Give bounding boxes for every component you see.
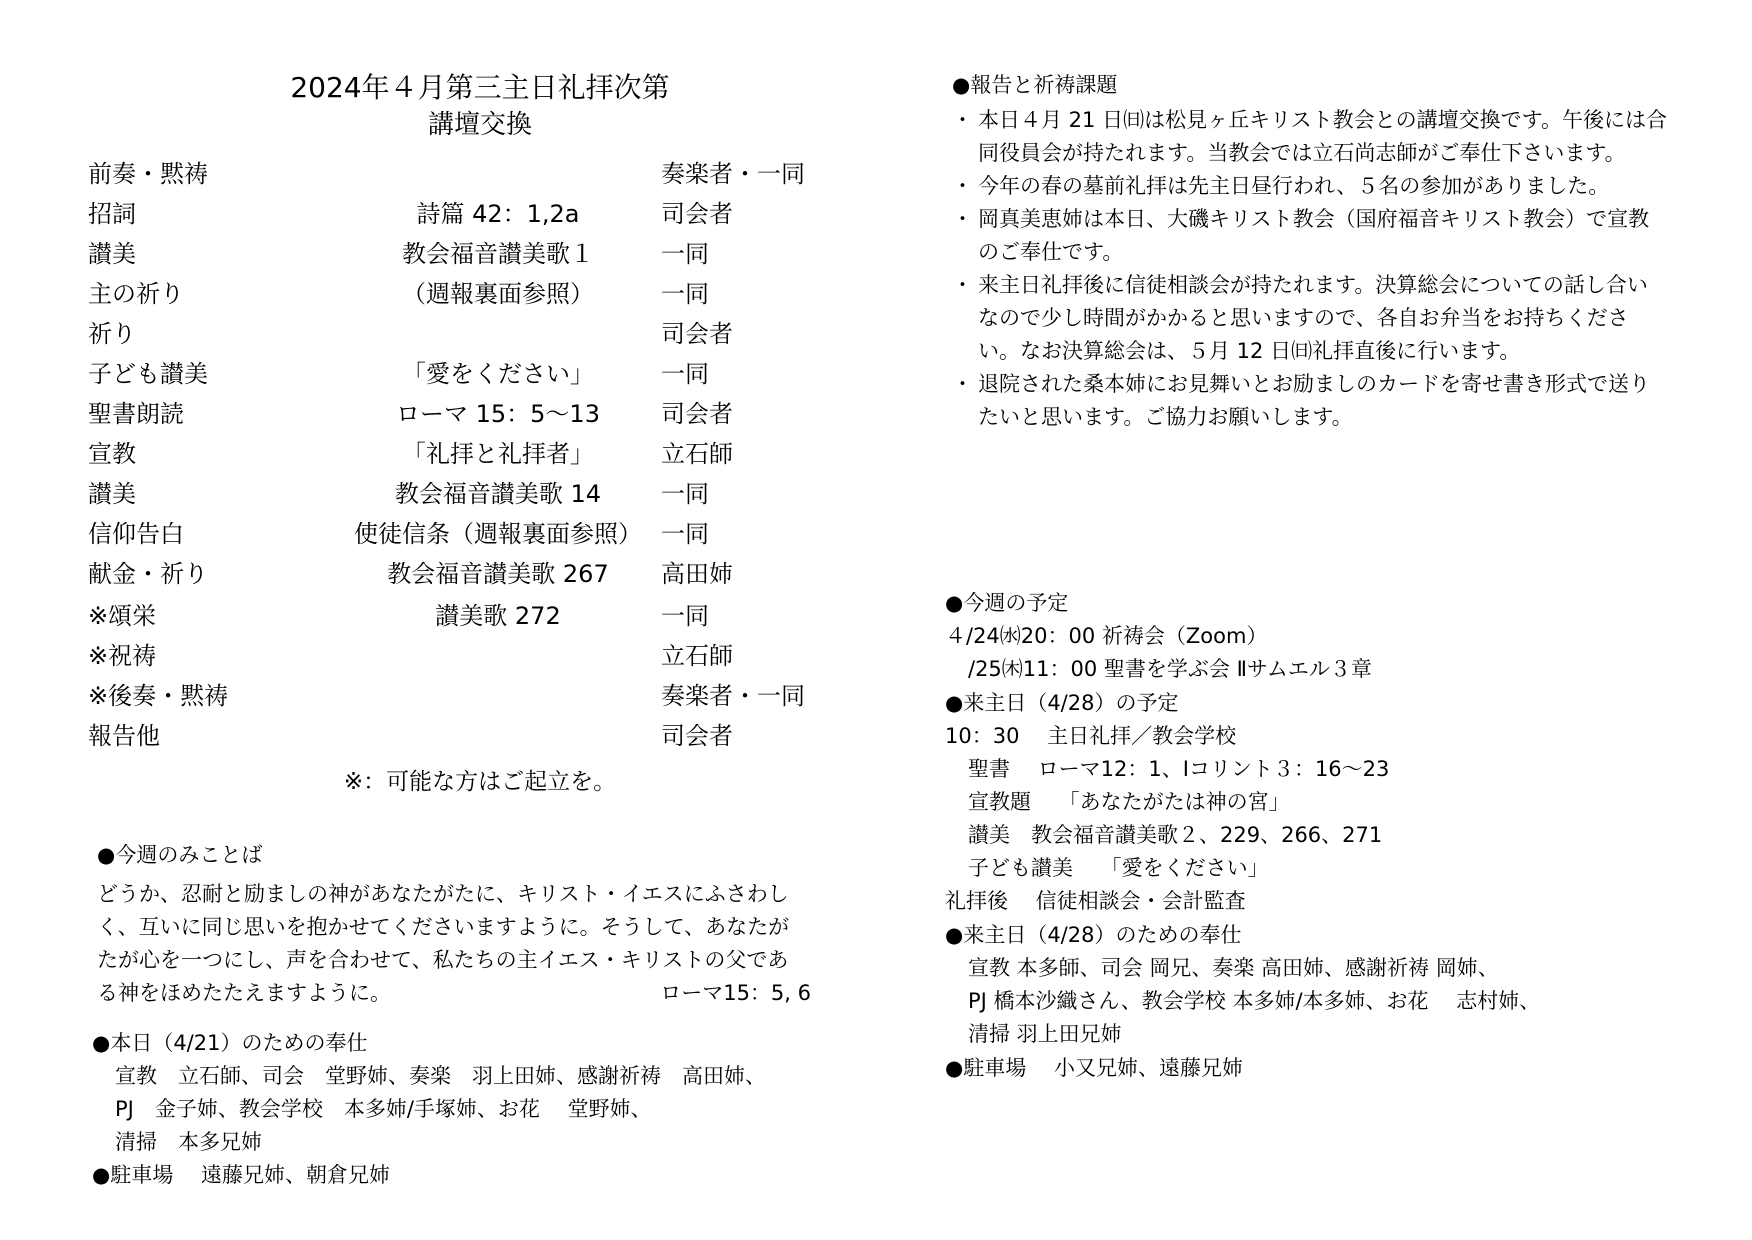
next-sunday-heading: ●来主日（4/28）の予定	[945, 691, 1179, 715]
order-item: 祈り	[88, 320, 136, 348]
today-service-heading: ●本日（4/21）のための奉仕	[92, 1031, 368, 1055]
order-item: ※祝祷	[88, 642, 157, 670]
order-row	[88, 596, 828, 636]
order-leader: 一同	[661, 602, 709, 630]
order-content: 「礼拝と礼拝者」	[402, 440, 594, 468]
order-content: 教会福音讃美歌 14	[394, 480, 602, 508]
report-item: ・ 来主日礼拝後に信徒相談会が持たれます。決算総会についての話し合いなので少し時間がかかると思いますので、各自お弁当をお持ちください。なお決算総会は、５月 12 日㈰礼拝直後に行います。	[958, 269, 1668, 368]
report-item: ・ 今年の春の墓前礼拝は先主日昼行われ、５名の参加がありました。	[958, 170, 1668, 203]
order-leader: 一同	[661, 480, 709, 508]
report-item: ・ 退院された桑本姉にお見舞いとお励ましのカードを寄せ書き形式で送りたいと思います。ご協力お願いします。	[958, 368, 1668, 434]
order-row	[88, 434, 828, 474]
verse-block	[97, 878, 817, 1010]
next-service-line: 清掃 羽上田兄姉	[968, 1022, 1122, 1046]
order-item: 子ども讃美	[88, 360, 208, 388]
order-item: 讃美	[88, 480, 136, 508]
order-row	[88, 314, 828, 354]
order-leader: 一同	[661, 240, 709, 268]
next-service-line: 宣教 本多師、司会 岡兄、奏楽 高田姉、感謝祈祷 岡姉、	[968, 956, 1499, 980]
order-leader: 一同	[661, 360, 709, 388]
reports-list	[958, 104, 1668, 434]
order-leader: 司会者	[661, 400, 733, 428]
today-service-line: 宣教 立石師、司会 堂野姉、奏楽 羽上田姉、感謝祈祷 高田姉、	[115, 1064, 766, 1088]
order-content: 詩篇 42：1,2a	[416, 200, 580, 228]
verse-line: たが心を一つにし、声を合わせて、私たちの主イエス・キリストの父であ	[97, 948, 789, 972]
order-leader: 一同	[661, 280, 709, 308]
verse-line: る神をほめたたえますように。	[97, 981, 391, 1005]
order-leader: 司会者	[661, 200, 733, 228]
order-item: 聖書朗読	[88, 400, 184, 428]
order-content: 「愛をください」	[402, 360, 594, 388]
order-item: 宣教	[88, 440, 136, 468]
order-item: 前奏・黙祷	[88, 160, 208, 188]
next-sunday-line: 宣教題 「あなたがたは神の宮」	[968, 790, 1290, 814]
today-service-line: PJ 金子姉、教会学校 本多姉/手塚姉、お花 堂野姉、	[115, 1097, 652, 1121]
order-leader: 一同	[661, 520, 709, 548]
schedule-heading: ●今週の予定	[945, 591, 1069, 615]
order-row	[88, 676, 828, 716]
page-title: 2024年４月第三主日礼拝次第	[290, 71, 670, 104]
next-parking: ●駐車場 小又兄姉、遠藤兄姉	[945, 1056, 1243, 1080]
schedule-line: ４/24㈬20：00 祈祷会（Zoom）	[945, 624, 1268, 648]
order-leader: 奏楽者・一同	[661, 682, 805, 710]
order-leader: 司会者	[661, 320, 733, 348]
verse-heading: ●今週のみことば	[97, 843, 263, 867]
order-item: 主の祈り	[88, 280, 184, 308]
next-sunday-line: 聖書 ローマ12：1、Ⅰコリント３：16～23	[968, 757, 1390, 781]
next-service-line: PJ 橋本沙織さん、教会学校 本多姉/本多姉、お花 志村姉、	[968, 989, 1541, 1013]
order-item: 招詞	[88, 200, 136, 228]
order-leader: 立石師	[661, 440, 733, 468]
order-content: 教会福音讃美歌１	[402, 240, 594, 268]
reports-heading: ●報告と祈祷課題	[952, 73, 1118, 97]
report-item: ・ 本日４月 21 日㈰は松見ヶ丘キリスト教会との講壇交換です。午後には合同役員会が持たれます。当教会では立石尚志師がご奉仕下さいます。	[958, 104, 1668, 170]
schedule-line: /25㈭11：00 聖書を学ぶ会 Ⅱサムエル３章	[968, 657, 1372, 681]
today-service-line: 清掃 本多兄姉	[115, 1130, 262, 1154]
order-content: 教会福音讃美歌 267	[387, 560, 609, 588]
order-item: 信仰告白	[88, 520, 184, 548]
order-leader: 立石師	[661, 642, 733, 670]
verse-line: く、互いに同じ思いを抱かせてくださいますように。そうして、あなたが	[97, 915, 790, 939]
order-row	[88, 554, 828, 594]
order-leader: 高田姉	[661, 560, 733, 588]
order-content: （週報裏面参照）	[402, 280, 594, 308]
next-sunday-line: 讃美 教会福音讃美歌２、229、266、271	[968, 823, 1383, 847]
order-row	[88, 234, 828, 274]
order-content: ローマ 15：5～13	[396, 400, 600, 428]
order-leader: 司会者	[661, 722, 733, 750]
page-subtitle: 講壇交換	[427, 110, 532, 140]
verse-line: どうか、忍耐と励ましの神があなたがたに、キリスト・イエスにふさわし	[97, 882, 789, 906]
order-row	[88, 636, 828, 676]
order-item: 献金・祈り	[88, 560, 208, 588]
order-leader: 奏楽者・一同	[661, 160, 805, 188]
order-row	[88, 274, 828, 314]
order-content: 讃美歌 272	[435, 602, 561, 630]
verse-reference: ローマ15：5, 6	[660, 981, 811, 1005]
order-item: ※頌栄	[88, 602, 157, 630]
order-row	[88, 354, 828, 394]
next-service-heading: ●来主日（4/28）のための奉仕	[945, 923, 1242, 947]
standing-note: ※：可能な方はご起立を。	[343, 769, 617, 795]
order-row	[88, 474, 828, 514]
order-item: 讃美	[88, 240, 136, 268]
order-item: 報告他	[88, 722, 160, 750]
report-item: ・ 岡真美恵姉は本日、大磯キリスト教会（国府福音キリスト教会）で宣教のご奉仕です。	[958, 203, 1668, 269]
next-sunday-time: 10：30 主日礼拝／教会学校	[945, 724, 1237, 748]
today-parking: ●駐車場 遠藤兄姉、朝倉兄姉	[92, 1163, 390, 1187]
next-sunday-after: 礼拝後 信徒相談会・会計監査	[945, 889, 1246, 913]
order-row	[88, 716, 828, 756]
order-content: 使徒信条（週報裏面参照）	[354, 520, 642, 548]
order-row	[88, 514, 828, 554]
order-row	[88, 394, 828, 434]
order-item: ※後奏・黙祷	[88, 682, 229, 710]
order-row	[88, 154, 828, 194]
next-sunday-line: 子ども讃美 「愛をください」	[968, 856, 1269, 880]
order-row	[88, 194, 828, 234]
